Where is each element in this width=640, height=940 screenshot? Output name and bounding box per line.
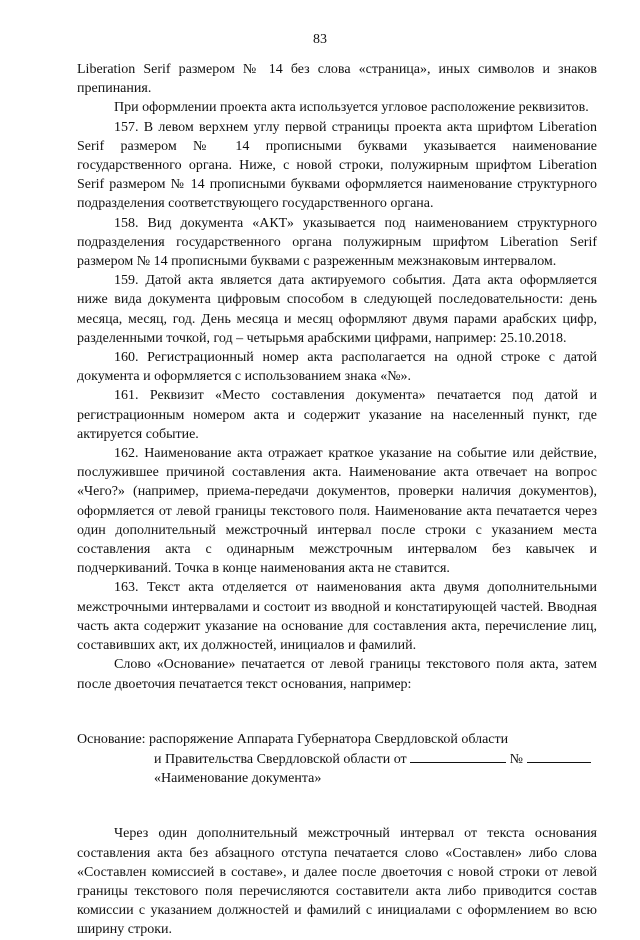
paragraph-layout: При оформлении проекта акта используется угловое расположение реквизитов. <box>114 100 589 116</box>
basis-line-1: Основание: распоряжение Аппарата Губернатора Свердловской области <box>77 731 509 747</box>
number-blank-line <box>527 749 591 763</box>
page-number: 83 <box>313 32 327 47</box>
basis-line-3: «Наименование документа» <box>154 771 322 787</box>
paragraph-compiled: Через один дополнительный межстрочный интервал от текста основания составления акта без абзацного отступа печатается слово «Составлен» либо слова «Составлен комиссией в составе», и далее после двоеточия с новой строки от левой границы текстового поля перечисляются составители акта либо приводится состав комиссии с указанием должностей и фамилий с инициалами с оформлением во всю ширину строки. <box>77 826 597 938</box>
paragraph-162: 162. Наименование акта отражает краткое указание на событие или действие, послужившее причиной составления акта. Наименование акта отвечает на вопрос «Чего?» (например, приема-передачи документов, проверки наличия документов), оформляется от левой границы текстового поля. Наименование акта печатается через один дополнительный межстрочный интервал после строки с указанием места составления акта с одинарным межстрочным интервалом без кавычек и подчеркиваний. Точка в конце наименования акта не ставится. <box>77 446 597 577</box>
paragraph-159: 159. Датой акта является дата актируемого события. Дата акта оформляется ниже вида документа цифровым способом в следующей последовательности: день месяца, месяц, год. День месяца и месяц оформляют двумя парами арабских цифр, разделенными точкой, год – четырьмя арабскими цифрами, например: 25.10.2018. <box>77 273 597 346</box>
paragraph-161: 161. Реквизит «Место составления документа» печатается под датой и регистрационным номером акта и содержит указание на населенный пункт, где актируется событие. <box>77 388 597 442</box>
basis-example <box>77 730 597 789</box>
paragraph-157: 157. В левом верхнем углу первой страницы проекта акта шрифтом Liberation Serif размером № 14 прописными буквами указывается наименование государственного органа. Ниже, с новой строки, полужирным шрифтом Liberation Serif размером № 14 прописными буквами оформляется наименование структурного подразделения соответствующего государственного органа. <box>77 119 597 212</box>
number-sign: № <box>509 751 524 767</box>
date-blank-line <box>410 749 506 763</box>
paragraph-basis-note: Слово «Основание» печатается от левой границы текстового поля акта, затем после двоеточия печатается текст основания, например: <box>77 657 597 692</box>
paragraph-158: 158. Вид документа «АКТ» указывается под наименованием структурного подразделения государственного органа полужирным шрифтом Liberation Serif размером № 14 прописными буквами с разреженным межзнаковым интервалом. <box>77 215 597 270</box>
basis-line-2 <box>77 749 597 769</box>
basis-line-2-text: и Правительства Свердловской области от <box>154 751 407 767</box>
paragraph-160: 160. Регистрационный номер акта располагается на одной строке с датой документа и оформляется с использованием знака «№». <box>77 350 597 385</box>
paragraph-continuation: Liberation Serif размером № 14 без слова «страница», иных символов и знаков препинания. <box>77 62 597 97</box>
paragraph-163: 163. Текст акта отделяется от наименования акта двумя дополнительными межстрочными интервалами и состоит из вводной и констатирующей частей. Вводная часть акта содержит указание на основание для составления акта, перечисление лиц, составивших акт, их должностей, инициалов и фамилий. <box>77 580 597 654</box>
document-body <box>77 60 597 940</box>
